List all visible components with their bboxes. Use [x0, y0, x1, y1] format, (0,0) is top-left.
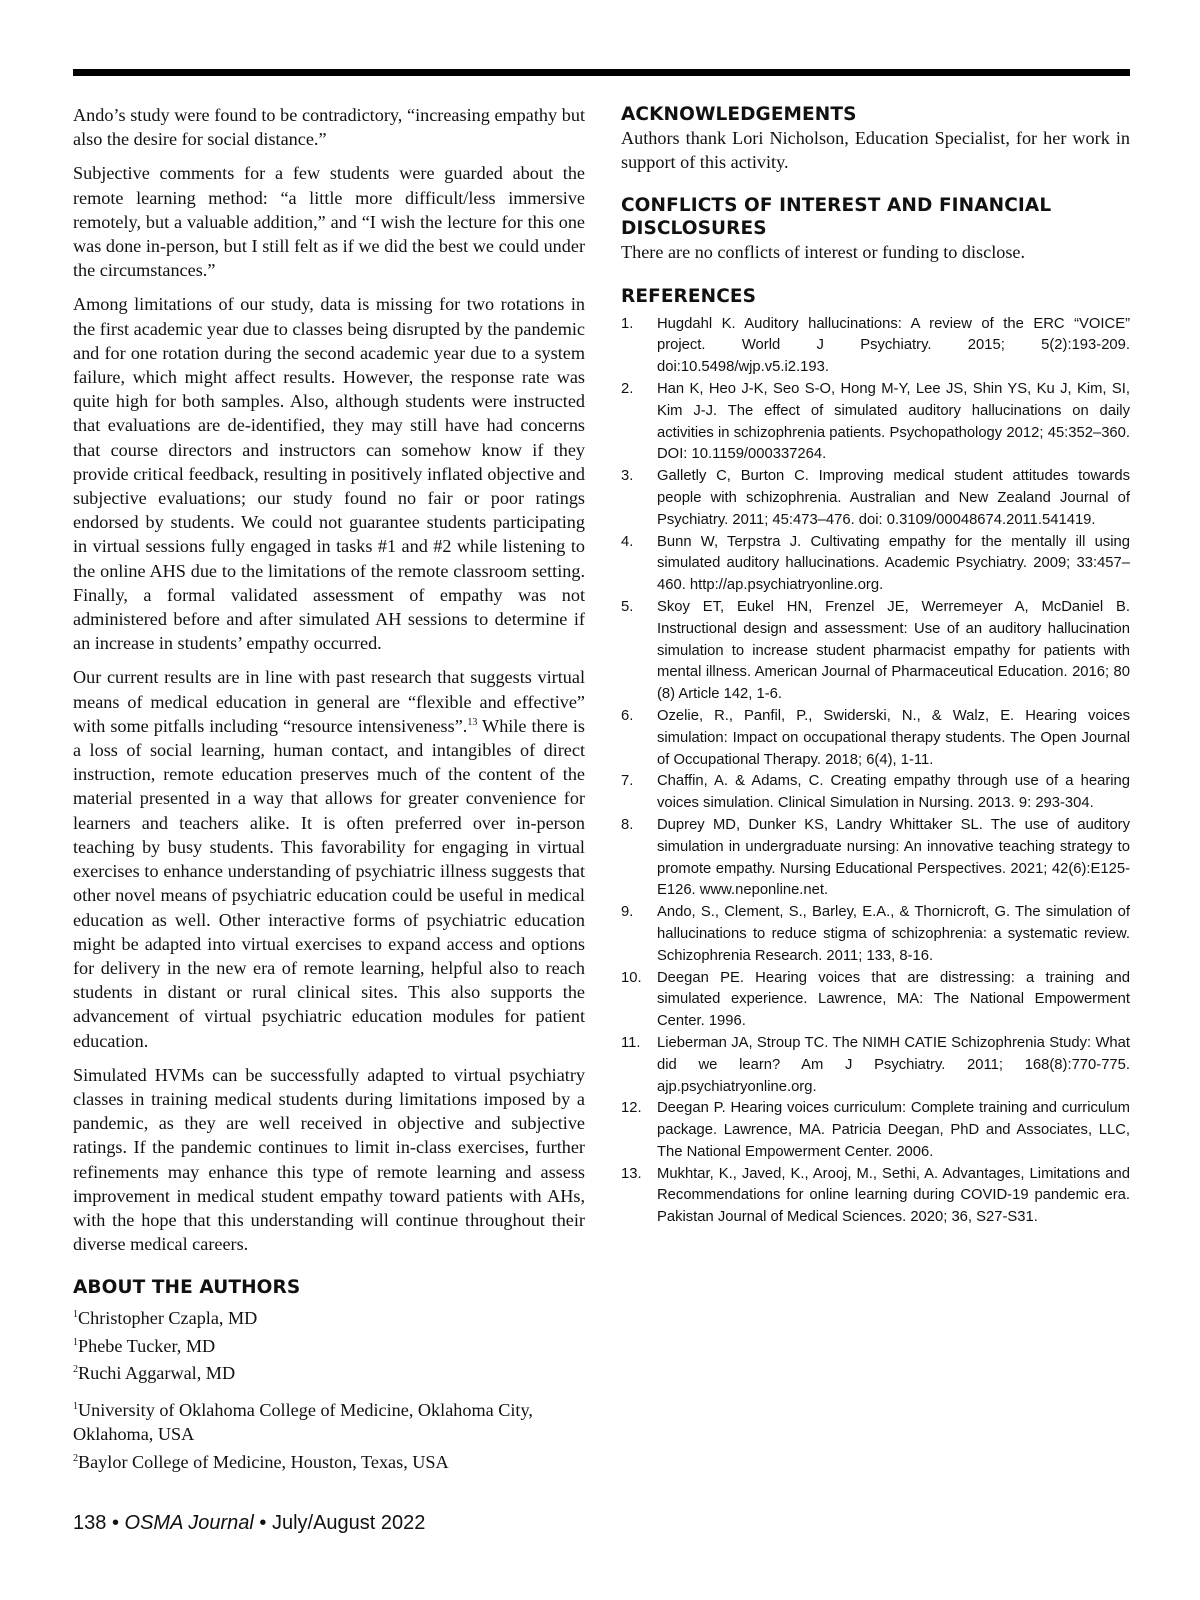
author-name: Ruchi Aggarwal, MD	[78, 1362, 236, 1383]
author-entry	[73, 1358, 585, 1385]
reference-item	[621, 1098, 1130, 1163]
reference-number: 13.	[621, 1165, 642, 1182]
author-entry	[73, 1331, 585, 1358]
reference-number: 2.	[621, 381, 634, 397]
reference-number: 4.	[621, 533, 634, 550]
affiliation-superscript: 2	[73, 1452, 78, 1464]
reference-item	[621, 379, 1130, 466]
reference-text: Deegan P. Hearing voices curriculum: Complete training and curriculum package. Lawrence, MA. Patricia Deegan, PhD and Associates, LLC, The National Empowerment Center. 2006.	[657, 1100, 1130, 1160]
author-superscript: 1	[73, 1336, 78, 1348]
conflicts-text: There are no conflicts of interest or funding to disclose.	[621, 242, 1026, 263]
reference-text: Deegan PE. Hearing voices that are distressing: a training and simulated experience. Lawrence, MA: The National Empowerment Center. 1996.	[657, 969, 1130, 1030]
reference-item	[621, 466, 1130, 531]
acknowledgements-heading: ACKNOWLEDGEMENTS	[621, 104, 857, 125]
body-paragraph: Simulated HVMs can be successfully adapted to virtual psychiatry classes in training medical students during limitations imposed by a pandemic, as they are well received in objective and subjective ratings. If the pandemic continues to limit in-class exercises, further refinements may enhance this type of remote learning and assess improvement in medical student empathy toward patients with AHs, with the hope that this understanding will continue throughout their diverse medical careers.	[73, 1064, 585, 1255]
reference-list	[621, 314, 1130, 1229]
body-paragraph	[73, 665, 585, 1052]
reference-item	[621, 314, 1130, 379]
reference-number: 7.	[621, 773, 634, 790]
body-paragraph: Subjective comments for a few students were guarded about the remote learning method: “a little more difficult/less immersive remotely, but a valuable addition,” and “I wish the lecture for this one was done in-person, but I still felt as if we did the best we could under the circumstances.”	[73, 163, 585, 281]
affiliation-superscript: 1	[73, 1401, 78, 1413]
footer-separator: •	[111, 1512, 119, 1534]
reference-text: Galletly C, Burton C. Improving medical student attitudes towards people with schizophrenia. Australian and New Zealand Journal of Psychiatry. 2011; 45:473–476. doi: 0.3109/00048674.2011.541419.	[657, 468, 1130, 528]
author-superscript: 1	[73, 1309, 78, 1321]
reference-item	[621, 1164, 1130, 1229]
affiliation-text: Baylor College of Medicine, Houston, Texas, USA	[78, 1451, 449, 1472]
reference-number: 11.	[621, 1034, 641, 1051]
right-column	[621, 103, 1130, 1229]
citation-superscript: 13	[467, 716, 478, 728]
body-paragraph: Among limitations of our study, data is missing for two rotations in the first academic year due to classes being disrupted by the pandemic and for one rotation during the second academic year due to a system failure, which might affect results. However, the response rate was quite high for both samples. Also, although students were instructed that evaluations are de-identified, they may still have had concerns that course directors and instructors can somehow know if they provide critical feedback, resulting in positively inflated objective and subjective evaluations; our study found no fair or poor ratings endorsed by students. We could not guarantee students participating in virtual sessions fully engaged in tasks #1 and #2 while listening to the online AHS due to the limitations of the remote classroom setting. Finally, a formal validated assessment of empathy was not administered before and after simulated AH sessions to determine if an increase in students’ empathy occurred.	[73, 294, 585, 654]
reference-text: Hugdahl K. Auditory hallucinations: A review of the ERC “VOICE” project. World J Psychiatry. 2015; 5(2):193-209. doi:10.5498/wjp.v5.i2.193.	[657, 315, 1130, 376]
page-footer	[73, 1512, 425, 1535]
footer-separator: •	[259, 1512, 267, 1534]
acknowledgements-text: Authors thank Lori Nicholson, Education Specialist, for her work in support of this activity.	[621, 128, 1130, 173]
reference-item	[621, 771, 1130, 815]
about-authors-heading: ABOUT THE AUTHORS	[73, 1277, 301, 1299]
reference-number: 12.	[621, 1100, 642, 1117]
reference-item	[621, 968, 1130, 1033]
author-superscript: 2	[73, 1363, 78, 1375]
affiliation-entry	[73, 1447, 585, 1474]
paragraph-text: While there is a loss of social learning, human contact, and intangibles of direct instruction, remote education preserves much of the content of the material presented in a way that allows for greater convenience for learners and teachers alike. It is often preferred over in-person teaching by busy students. This favorability for engaging in virtual exercises to enhance understanding of psychiatric illness suggests that other novel means of psychiatric education could be useful in medical education as well. Other interactive forms of psychiatric education might be adapted into virtual exercises to expand access and options for delivery in the new era of remote learning, helpful also to reach students in distant or rural clinical sites. This also supports the advancement of virtual psychiatric education modules for patient education.	[73, 715, 586, 1051]
reference-number: 1.	[621, 315, 634, 332]
reference-number: 8.	[621, 816, 634, 833]
author-entry	[73, 1303, 585, 1330]
reference-text: Ozelie, R., Panfil, P., Swiderski, N., & Walz, E. Hearing voices simulation: Impact on occupational therapy students. The Open Journal of Occupational Therapy. 2018; 6(4), 1-11.	[657, 707, 1130, 768]
author-list	[73, 1303, 585, 1385]
reference-number: 10.	[621, 969, 642, 986]
affiliation-entry	[73, 1395, 585, 1446]
top-rule	[73, 69, 1130, 76]
left-column	[73, 103, 585, 1474]
reference-item	[621, 815, 1130, 902]
reference-text: Ando, S., Clement, S., Barley, E.A., & Thornicroft, G. The simulation of hallucinations to reduce stigma of schizophrenia: a systematic review. Schizophrenia Research. 2011; 133, 8-16.	[657, 904, 1130, 964]
conflicts-heading: CONFLICTS OF INTEREST AND FINANCIAL DISCLOSURES	[621, 195, 1052, 240]
reference-text: Chaffin, A. & Adams, C. Creating empathy through use of a hearing voices simulation. Clinical Simulation in Nursing. 2013. 9: 293-304.	[657, 773, 1130, 812]
reference-number: 9.	[621, 904, 634, 921]
reference-text: Lieberman JA, Stroup TC. The NIMH CATIE Schizophrenia Study: What did we learn? Am J Psychiatry. 2011; 168(8):770-775. ajp.psychiatryonline.org.	[657, 1034, 1130, 1095]
reference-item	[621, 902, 1130, 967]
reference-text: Skoy ET, Eukel HN, Frenzel JE, Werremeyer A, McDaniel B. Instructional design and assessment: Use of an auditory hallucination simulation to increase student pharmacist empathy for patients with mental illness. American Journal of Pharmaceutical Education. 2016; 80 (8) Article 142, 1-6.	[657, 598, 1130, 703]
reference-item	[621, 1033, 1130, 1098]
affiliation-list	[73, 1395, 585, 1474]
author-name: Phebe Tucker, MD	[78, 1335, 216, 1356]
paragraph-text: Our current results are in line with past research that suggests virtual means of medical education in general are “flexible and effective” with some pitfalls including “resource intensiveness”.	[73, 667, 585, 736]
reference-item	[621, 706, 1130, 771]
issue-date: July/August 2022	[271, 1512, 426, 1534]
body-paragraph: Ando’s study were found to be contradictory, “increasing empathy but also the desire for social distance.”	[73, 105, 585, 150]
affiliation-text: University of Oklahoma College of Medicine, Oklahoma City, Oklahoma, USA	[73, 1400, 533, 1445]
author-name: Christopher Czapla, MD	[78, 1308, 258, 1329]
reference-text: Han K, Heo J-K, Seo S-O, Hong M-Y, Lee JS, Shin YS, Ku J, Kim, SI, Kim J-J. The effect of simulated auditory hallucinations on daily activities in schizophrenia patients. Psychopathology 2012; 45:352–360. DOI: 10.1159/000337264.	[657, 381, 1130, 463]
reference-number: 6.	[621, 707, 634, 724]
references-heading: REFERENCES	[621, 285, 757, 307]
reference-number: 3.	[621, 468, 634, 485]
reference-item	[621, 532, 1130, 597]
page-number: 138	[73, 1512, 107, 1534]
journal-name: OSMA Journal	[124, 1512, 254, 1534]
reference-text: Mukhtar, K., Javed, K., Arooj, M., Sethi, A. Advantages, Limitations and Recommendations for online learning during COVID-19 pandemic era. Pakistan Journal of Medical Sciences. 2020; 36, S27-S31.	[657, 1165, 1130, 1226]
reference-item	[621, 597, 1130, 706]
reference-text: Duprey MD, Dunker KS, Landry Whittaker SL. The use of auditory simulation in undergraduate nursing: An innovative teaching strategy to promote empathy. Nursing Educational Perspectives. 2021; 42(6):E125-E126. www.neponline.net.	[657, 816, 1130, 899]
reference-number: 5.	[621, 598, 634, 615]
reference-text: Bunn W, Terpstra J. Cultivating empathy for the mentally ill using simulated auditory hallucinations. Academic Psychiatry. 2009; 33:457–460. http://ap.psychiatryonline.org.	[657, 533, 1130, 594]
